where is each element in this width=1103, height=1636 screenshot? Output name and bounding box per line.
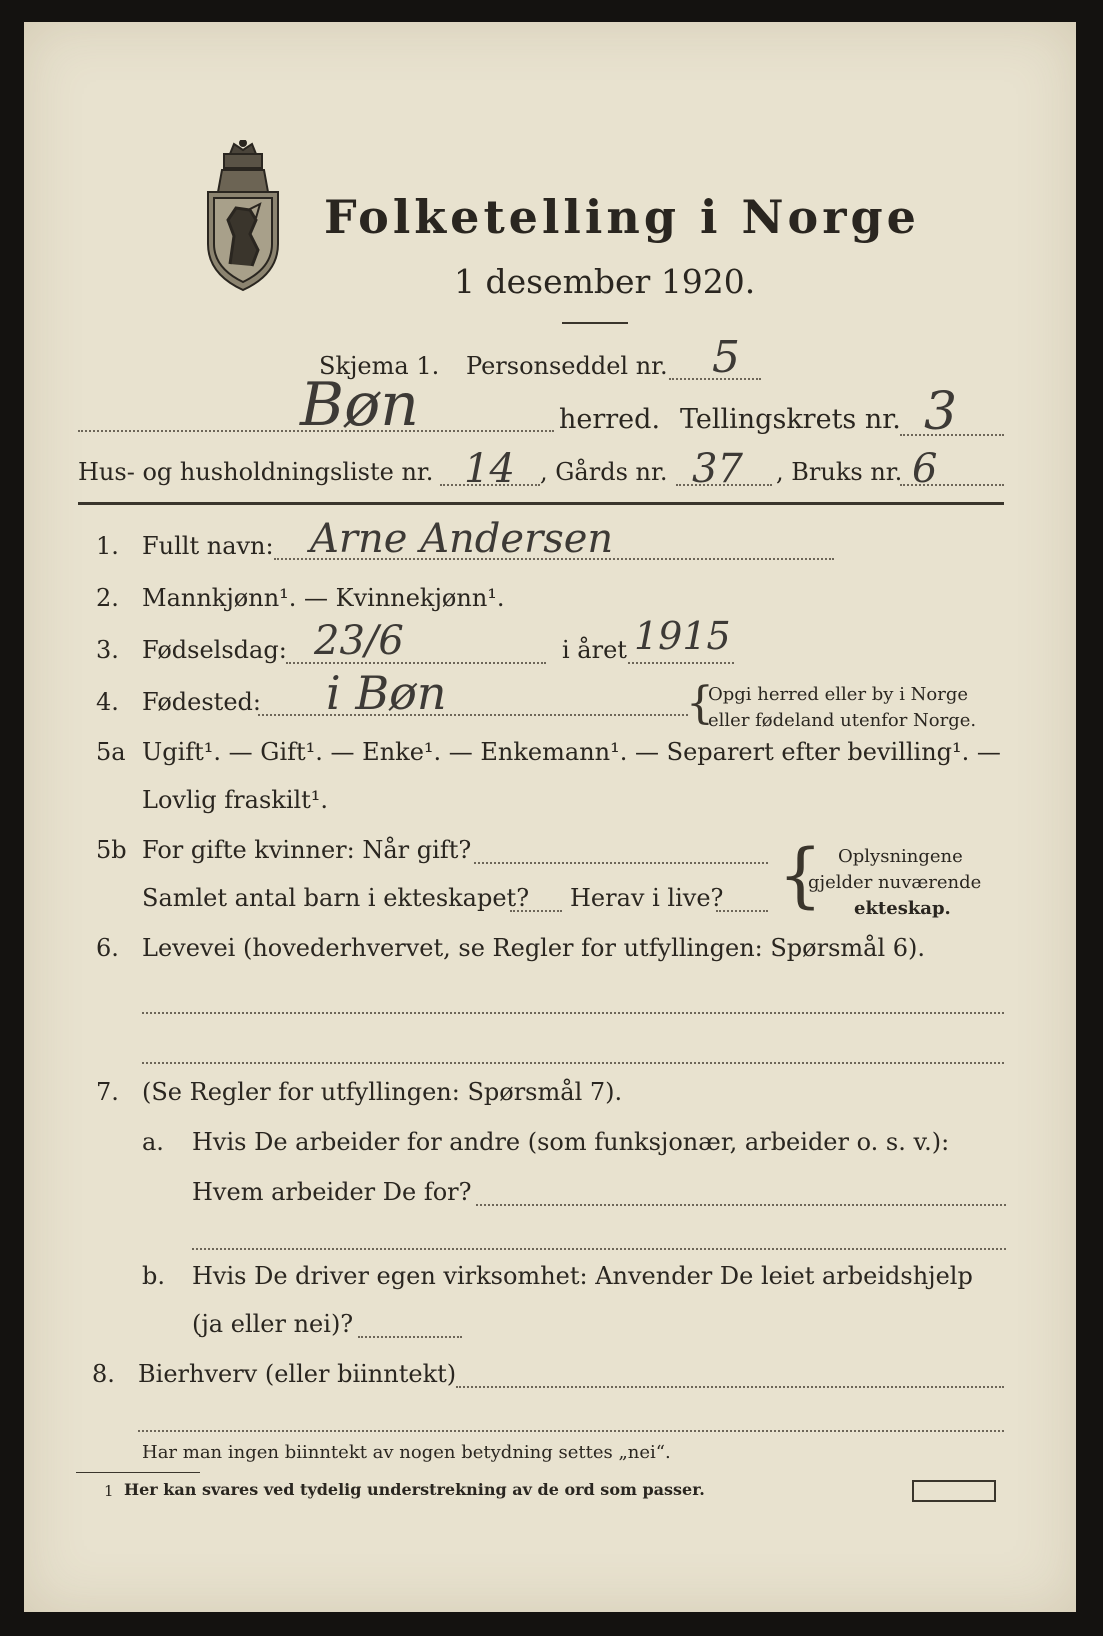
title-divider bbox=[562, 322, 628, 324]
personseddel-label: Personseddel nr. bbox=[466, 352, 668, 380]
form-title: Folketelling i Norge bbox=[324, 190, 920, 244]
q8-note: Har man ingen biinntekt av nogen betydning settes „nei“. bbox=[142, 1442, 671, 1463]
q4-note-line1: Opgi herred eller by i Norge bbox=[708, 684, 969, 705]
q3-label: Fødselsdag: bbox=[142, 636, 287, 664]
footnote-text: Her kan svares ved tydelig understrekning av de ord som passer. bbox=[124, 1480, 705, 1499]
q2-label: Mannkjønn¹. — Kvinnekjønn¹. bbox=[142, 584, 505, 612]
hus-value[interactable]: 14 bbox=[464, 446, 515, 492]
q5b-children-label: Samlet antal barn i ekteskapet? bbox=[142, 884, 530, 912]
q5b-note-line3: ekteskap. bbox=[854, 898, 951, 919]
header-divider bbox=[78, 502, 1004, 505]
q5b-note-line1: Oplysningene bbox=[838, 846, 963, 867]
q5b-note-brace: { bbox=[778, 834, 823, 916]
q5b-line1: For gifte kvinner: Når gift? bbox=[142, 836, 472, 864]
q7a-letter: a. bbox=[142, 1128, 164, 1156]
q7a-line1: Hvis De arbeider for andre (som funksjonær, arbeider o. s. v.): bbox=[192, 1128, 950, 1156]
q3-birthday-value[interactable]: 23/6 bbox=[314, 618, 404, 664]
q2-number: 2. bbox=[96, 584, 119, 612]
footnote-mark: 1 bbox=[104, 1482, 114, 1500]
q6-answer-line-1 bbox=[142, 1012, 1004, 1014]
q1-value[interactable]: Arne Andersen bbox=[310, 516, 614, 562]
q7b-letter: b. bbox=[142, 1262, 165, 1290]
q7-label: (Se Regler for utfyllingen: Spørsmål 7). bbox=[142, 1078, 623, 1106]
q4-field-line bbox=[258, 714, 688, 716]
q3-number: 3. bbox=[96, 636, 119, 664]
q1-number: 1. bbox=[96, 532, 119, 560]
skjema-label: Skjema 1. bbox=[319, 352, 440, 380]
q7a-field-line bbox=[476, 1204, 1006, 1206]
form-date: 1 desember 1920. bbox=[454, 262, 756, 301]
q3-year-value[interactable]: 1915 bbox=[634, 614, 731, 658]
tellingskrets-label: Tellingskrets nr. bbox=[680, 404, 901, 435]
q7-number: 7. bbox=[96, 1078, 119, 1106]
q6-label: Levevei (hovederhvervet, se Regler for utfyllingen: Spørsmål 6). bbox=[142, 934, 926, 962]
census-form bbox=[24, 22, 1076, 1612]
q7b-line1: Hvis De driver egen virksomhet: Anvender De leiet arbeidshjelp bbox=[192, 1262, 973, 1290]
q5a-line1: Ugift¹. — Gift¹. — Enke¹. — Enkemann¹. — Separert efter bevilling¹. — bbox=[142, 738, 1001, 766]
q5b-note-line2: gjelder nuværende bbox=[808, 872, 982, 893]
q3-year-line bbox=[628, 662, 734, 664]
q5a-number: 5a bbox=[96, 738, 126, 766]
q8-number: 8. bbox=[92, 1360, 115, 1388]
q4-number: 4. bbox=[96, 688, 119, 716]
q7b-line2: (ja eller nei)? bbox=[192, 1310, 354, 1338]
personseddel-value[interactable]: 5 bbox=[712, 332, 740, 383]
q4-note-brace: { bbox=[686, 678, 714, 729]
q3-year-label: i året bbox=[562, 636, 627, 664]
q8-label: Bierhverv (eller biinntekt) bbox=[138, 1360, 457, 1388]
q7b-field-line bbox=[358, 1336, 462, 1338]
tellingskrets-value[interactable]: 3 bbox=[924, 382, 958, 442]
q8-field-line bbox=[456, 1386, 1004, 1388]
bruks-value[interactable]: 6 bbox=[912, 446, 938, 492]
bruks-label: , Bruks nr. bbox=[776, 458, 903, 486]
footnote-divider bbox=[76, 1472, 200, 1473]
q6-answer-line-2 bbox=[142, 1062, 1004, 1064]
gards-value[interactable]: 37 bbox=[692, 446, 743, 492]
hus-label: Hus- og husholdningsliste nr. bbox=[78, 458, 434, 486]
herred-value[interactable]: Bøn bbox=[300, 370, 419, 440]
q5b-number: 5b bbox=[96, 836, 127, 864]
printer-stamp-icon bbox=[912, 1480, 996, 1502]
q7a-answer-line-2 bbox=[192, 1248, 1006, 1250]
q5b-children-line bbox=[510, 910, 562, 912]
gards-label: , Gårds nr. bbox=[540, 458, 668, 486]
herred-label: herred. bbox=[559, 404, 661, 435]
q7a-line2: Hvem arbeider De for? bbox=[192, 1178, 472, 1206]
q5b-alive-label: Herav i live? bbox=[570, 884, 724, 912]
q5a-line2: Lovlig fraskilt¹. bbox=[142, 786, 329, 814]
q6-number: 6. bbox=[96, 934, 119, 962]
q5b-married-line bbox=[474, 862, 768, 864]
coat-of-arms-icon bbox=[200, 140, 286, 292]
q4-label: Fødested: bbox=[142, 688, 261, 716]
q4-value[interactable]: i Bøn bbox=[326, 666, 447, 720]
q1-label: Fullt navn: bbox=[142, 532, 274, 560]
q4-note-line2: eller fødeland utenfor Norge. bbox=[708, 710, 977, 731]
q8-answer-line-2 bbox=[138, 1430, 1004, 1432]
q5b-alive-line bbox=[716, 910, 768, 912]
